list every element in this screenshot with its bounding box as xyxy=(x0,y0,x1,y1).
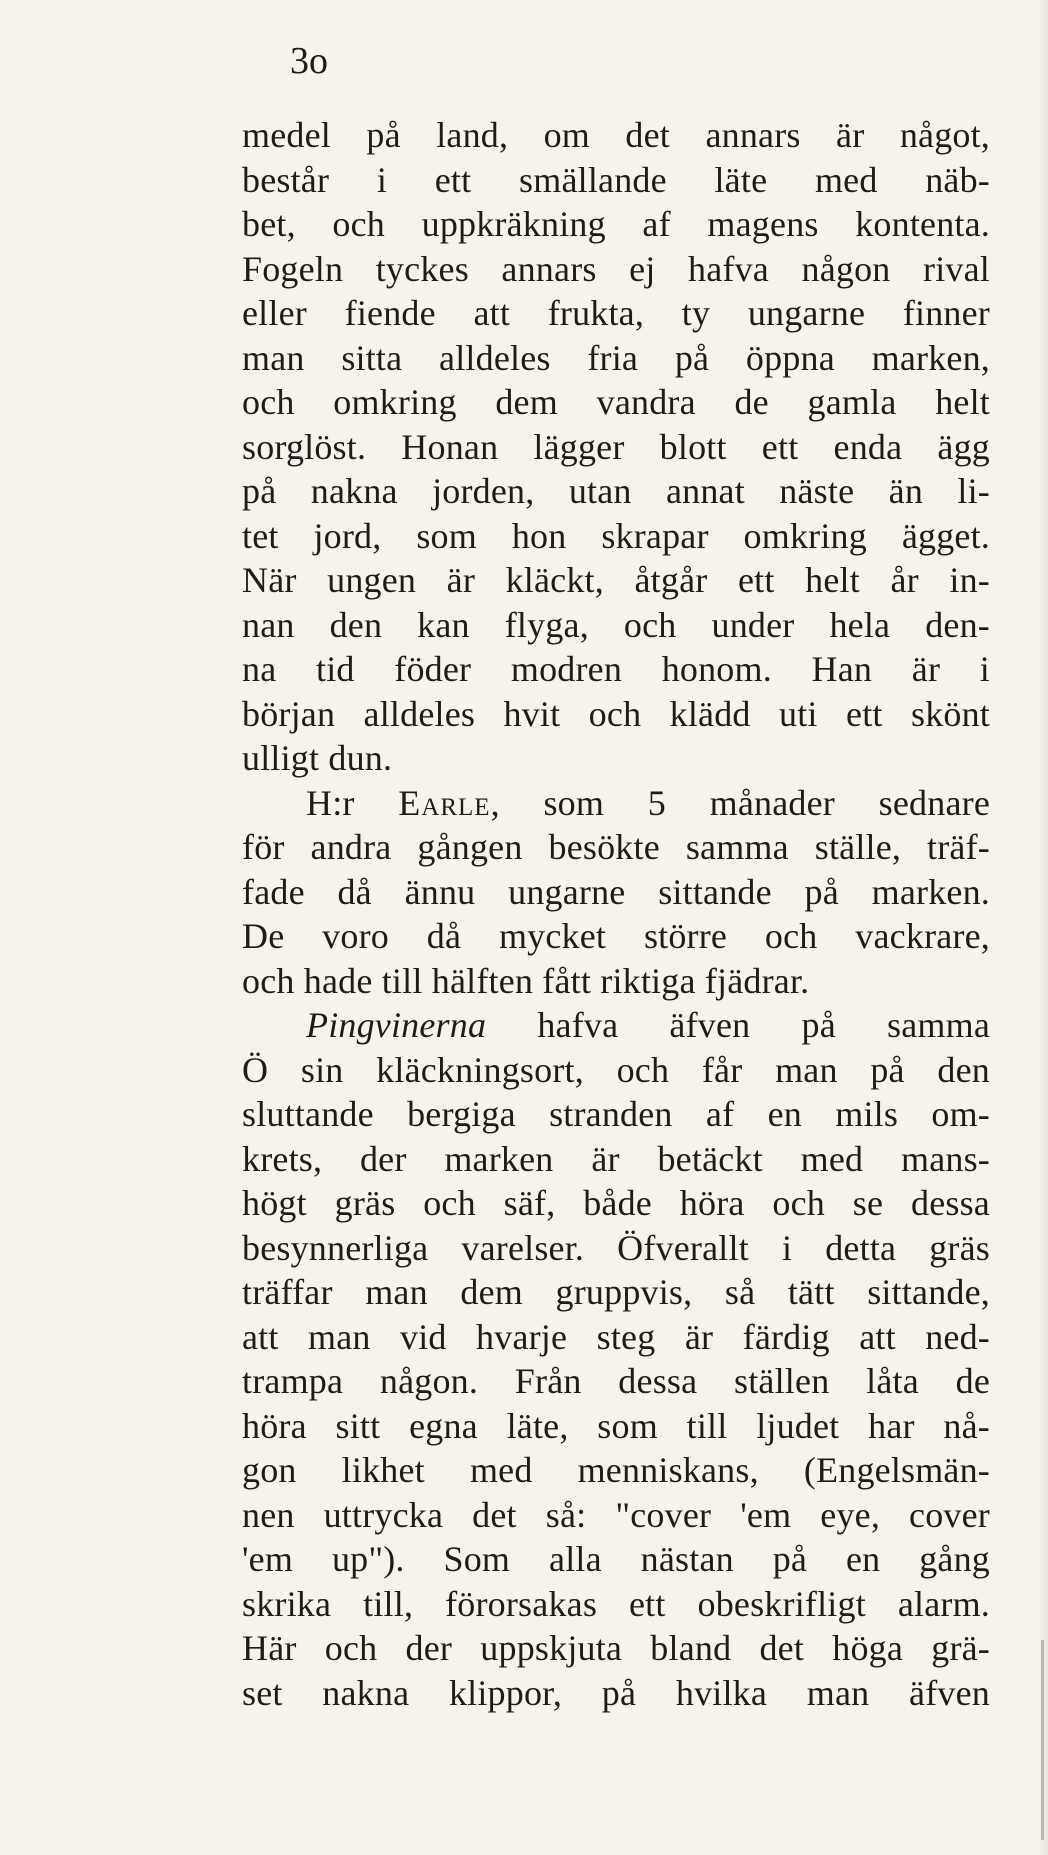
text-line: fade då ännu ungarne sittande på marken. xyxy=(242,871,990,912)
text-line: sluttande bergiga stranden af en mils om- xyxy=(242,1094,990,1134)
text-line: När ungen är kläckt, åtgår ett helt år in- xyxy=(242,560,990,600)
text-line: och hade till hälften fått riktiga fjädrar. xyxy=(242,960,810,1001)
text-line: besynnerliga varelser. Öfverallt i detta gräs xyxy=(242,1227,990,1268)
text-line: tet jord, som hon skrapar omkring ägget. xyxy=(242,515,990,556)
text-line: träffar man dem gruppvis, så tätt sittande, xyxy=(242,1272,990,1312)
text-line: set nakna klippor, på hvilka man äfven xyxy=(242,1672,990,1713)
text-line: höra sitt egna läte, som till ljudet har nå- xyxy=(242,1405,990,1446)
paragraph-start xyxy=(242,781,990,826)
text-line: ulligt dun. xyxy=(242,738,393,778)
text-line: 'em up"). Som alla nästan på en gång xyxy=(242,1539,990,1579)
title-prefix: H:r xyxy=(306,782,355,823)
text-line: sorglöst. Honan lägger blott ett enda ägg xyxy=(242,426,990,467)
text-line: gon likhet med menniskans, (Engelsmän- xyxy=(242,1450,990,1490)
text-line: på nakna jorden, utan annat näste än li- xyxy=(242,471,990,511)
text-line: De voro då mycket större och vackrare, xyxy=(242,916,990,956)
page-number: 3o xyxy=(290,40,328,82)
text-line: nan den kan flyga, och under hela den- xyxy=(242,604,990,645)
page-edge-mark xyxy=(1041,1640,1044,1840)
text-line: na tid föder modren honom. Han är i xyxy=(242,649,990,689)
body-text xyxy=(242,113,990,1715)
paragraph-start xyxy=(242,1003,990,1048)
text-line: början alldeles hvit och klädd uti ett skönt xyxy=(242,693,990,734)
text-line: skrika till, förorsakas ett obeskrifligt alarm. xyxy=(242,1583,990,1624)
person-name: Earle xyxy=(398,782,491,823)
text-line: bet, och uppkräkning af magens kontenta. xyxy=(242,204,990,244)
text-line: att man vid hvarje steg är färdig att ned- xyxy=(242,1316,990,1357)
text-line: Här och der uppskjuta bland det höga grä- xyxy=(242,1628,990,1668)
text-line: eller fiende att frukta, ty ungarne finner xyxy=(242,293,990,333)
text-line: man sitta alldeles fria på öppna marken, xyxy=(242,337,990,378)
text-line: för andra gången besökte samma ställe, träf- xyxy=(242,827,990,867)
text-fragment: , som 5 månader sednare xyxy=(490,782,990,823)
text-line: Ö sin kläckningsort, och får man på den xyxy=(242,1049,990,1090)
text-line: nen uttrycka det så: "cover 'em eye, cover xyxy=(242,1494,990,1535)
text-line: Fogeln tyckes annars ej hafva någon rival xyxy=(242,248,990,289)
italic-term: Pingvinerna xyxy=(306,1005,487,1045)
text-line: trampa någon. Från dessa ställen låta de xyxy=(242,1361,990,1401)
text-line: högt gräs och säf, både höra och se dessa xyxy=(242,1183,990,1223)
text-line: och omkring dem vandra de gamla helt xyxy=(242,382,990,422)
text-fragment: hafva äfven på samma xyxy=(537,1005,991,1045)
page-edge-shadow xyxy=(1038,0,1048,1855)
text-line: består i ett smällande läte med näb- xyxy=(242,159,990,200)
text-line: krets, der marken är betäckt med mans- xyxy=(242,1138,990,1179)
text-line: medel på land, om det annars är något, xyxy=(242,115,990,155)
